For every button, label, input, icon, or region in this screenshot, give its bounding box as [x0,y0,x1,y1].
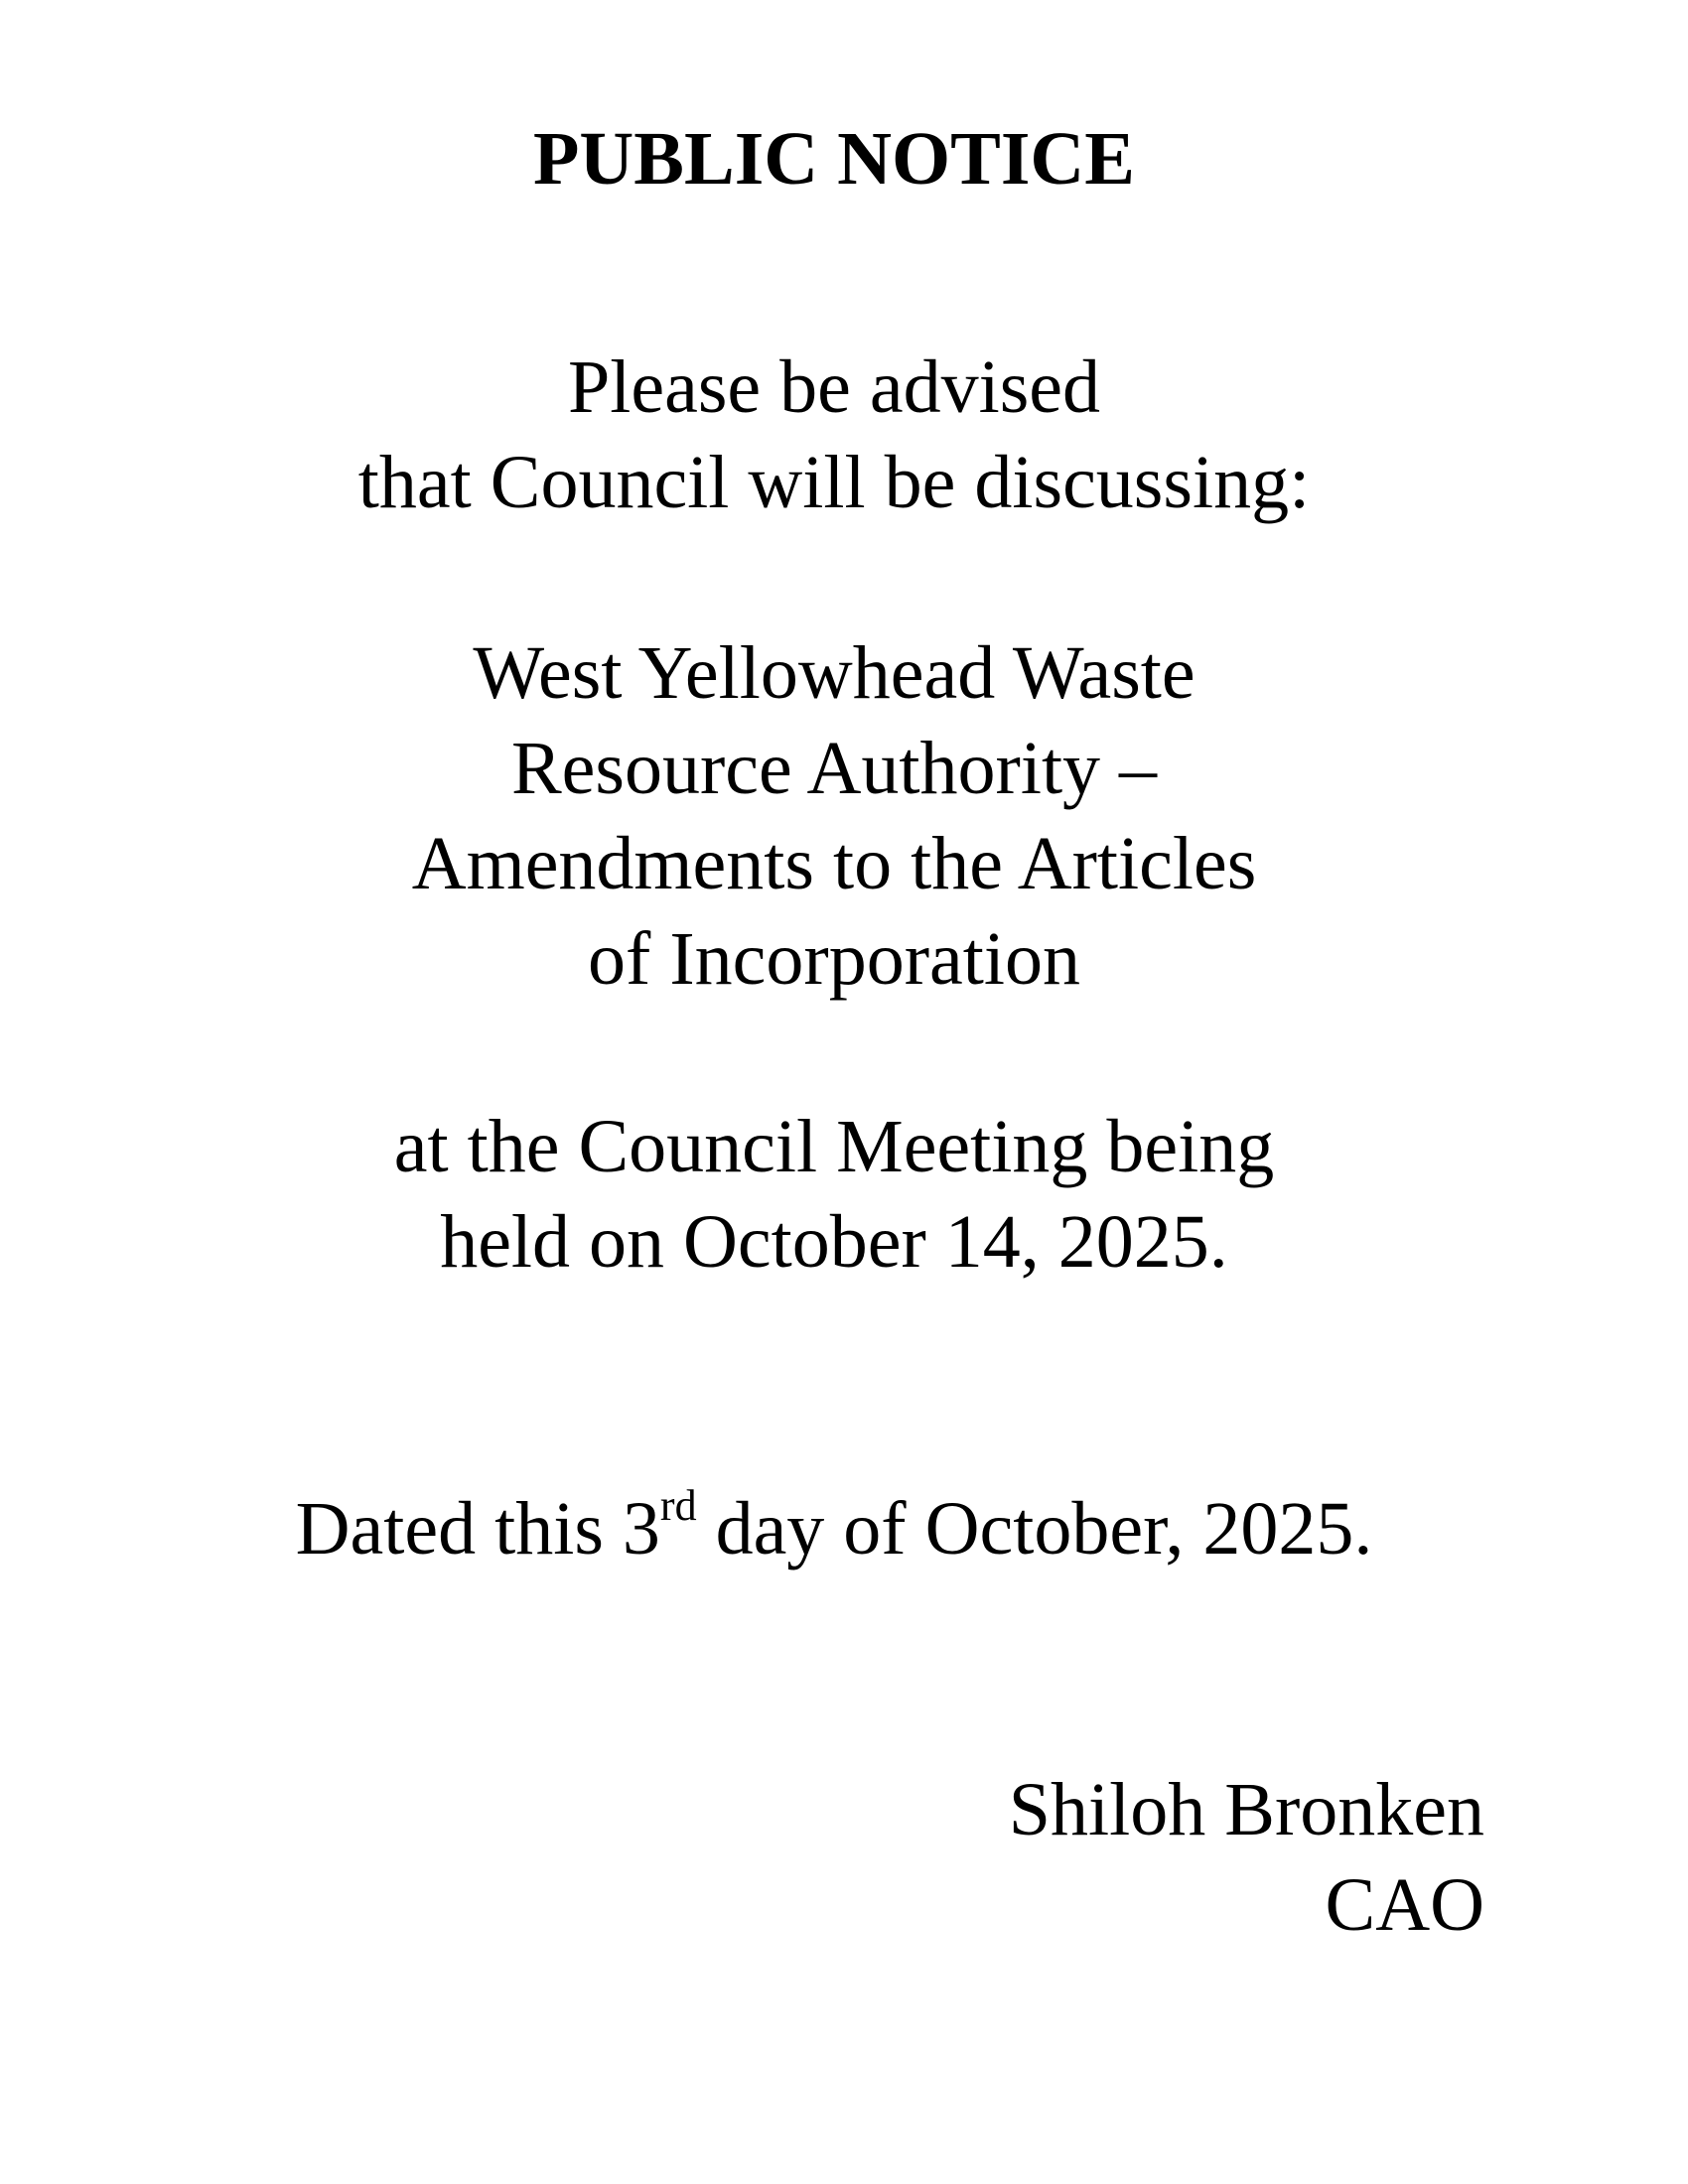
intro-line: Please be advised [567,345,1101,429]
dated-suffix: day of October, 2025. [696,1487,1373,1570]
dated-line [0,1479,1668,1578]
dated-ordinal-suffix: rd [659,1480,697,1530]
meeting-line: at the Council Meeting being [393,1105,1275,1188]
subject-line: Amendments to the Articles [411,822,1257,905]
subject-line: Resource Authority – [510,727,1158,810]
subject-text [0,625,1668,1007]
notice-title: PUBLIC NOTICE [533,117,1135,201]
meeting-line: held on October 14, 2025. [440,1200,1228,1284]
subject-line: West Yellowhead Waste [473,631,1196,715]
meeting-text [0,1099,1668,1290]
dated-prefix: Dated this 3 [295,1487,660,1570]
subject-line: of Incorporation [588,917,1080,1001]
signatory-position: CAO [1325,1863,1484,1947]
intro-line: that Council will be discussing: [357,441,1311,524]
intro-text [0,340,1668,530]
signature-block [1009,1762,1484,1953]
signatory-name: Shiloh Bronken [1008,1768,1484,1851]
